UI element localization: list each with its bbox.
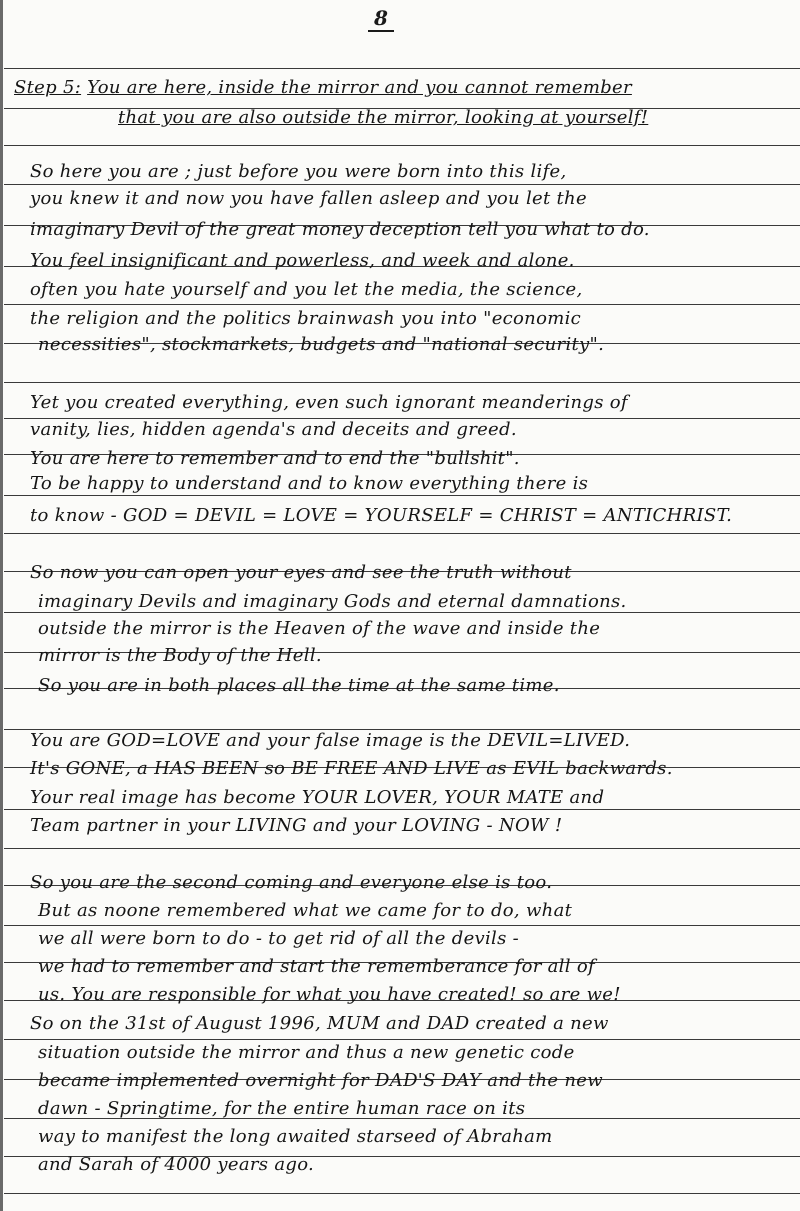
ruled-line [4,304,800,305]
handwritten-line: You are here to remember and to end the "bullshit". [30,448,520,469]
ruled-line [4,68,800,69]
handwritten-line: Your real image has become YOUR LOVER, YOUR MATE and [30,787,605,808]
handwritten-line: But as noone remembered what we came for to do, what [38,900,573,921]
handwritten-line: You feel insignificant and powerless, and week and alone. [30,250,575,271]
ruled-line [4,145,800,146]
heading-line-1 [14,76,632,100]
handwritten-line: and Sarah of 4000 years ago. [38,1154,315,1175]
ruled-line [4,533,800,534]
handwritten-line: became implemented overnight for DAD'S DAY and the new [38,1070,603,1091]
heading-line-2: that you are also outside the mirror, looking at yourself! [118,107,649,128]
ruled-line [4,848,800,849]
handwritten-line: often you hate yourself and you let the media, the science, [30,279,583,300]
handwritten-line: necessities", stockmarkets, budgets and "national security". [38,334,605,355]
ruled-line [4,1193,800,1194]
handwritten-line: imaginary Devil of the great money deception tell you what to do. [30,219,650,240]
handwritten-line: outside the mirror is the Heaven of the wave and inside the [38,618,601,639]
handwritten-line: to know - GOD = DEVIL = LOVE = YOURSELF = CHRIST = ANTICHRIST. [30,505,733,526]
handwritten-line: It's GONE, a HAS BEEN so BE FREE AND LIVE as EVIL backwards. [30,758,673,779]
handwritten-line: So you are the second coming and everyone else is too. [30,872,553,893]
page-left-edge [0,0,3,1211]
handwritten-line: You are GOD=LOVE and your false image is the DEVIL=LIVED. [30,730,631,751]
handwritten-line: So on the 31st of August 1996, MUM and DAD created a new [30,1013,609,1034]
handwritten-line: vanity, lies, hidden agenda's and deceits and greed. [30,419,517,440]
handwritten-line: dawn - Springtime, for the entire human race on its [38,1098,526,1119]
ruled-line [4,184,800,185]
heading-text-1: You are here, inside the mirror and you cannot remember [87,77,632,98]
handwritten-line: Yet you created everything, even such ignorant meanderings of [30,392,628,413]
handwritten-line: So here you are ; just before you were born into this life, [30,161,567,182]
handwritten-line: we all were born to do - to get rid of all the devils - [38,928,520,949]
ruled-line [4,382,800,383]
ruled-line [4,1039,800,1040]
handwritten-line: you knew it and now you have fallen asleep and you let the [30,188,587,209]
handwritten-line: To be happy to understand and to know everything there is [30,473,589,494]
handwritten-line: So you are in both places all the time at the same time. [38,675,560,696]
handwritten-line: situation outside the mirror and thus a new genetic code [38,1042,575,1063]
page-number: 8 [368,6,394,32]
handwritten-line: way to manifest the long awaited starseed of Abraham [38,1126,553,1147]
handwritten-line: the religion and the politics brainwash you into "economic [30,308,582,329]
handwritten-line: we had to remember and start the rememberance for all of [38,956,595,977]
ruled-line [4,925,800,926]
step-label: Step 5: [14,77,82,98]
handwritten-line: us. You are responsible for what you have created! so are we! [38,984,621,1005]
handwritten-line: Team partner in your LIVING and your LOVING - NOW ! [30,815,563,836]
handwritten-line: mirror is the Body of the Hell. [38,645,322,666]
handwritten-line: imaginary Devils and imaginary Gods and eternal damnations. [38,591,627,612]
handwritten-line: So now you can open your eyes and see the truth without [30,562,572,583]
